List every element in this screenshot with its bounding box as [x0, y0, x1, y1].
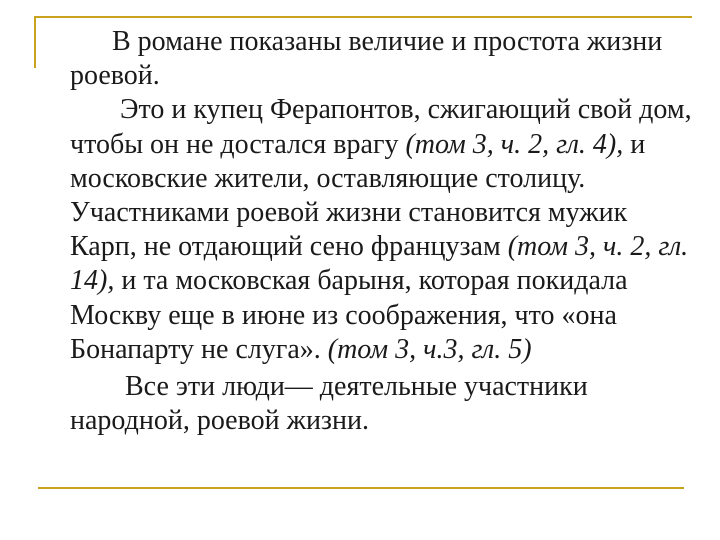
reference-karp: (том 3, ч. 2, гл. 14),: [70, 231, 689, 297]
paragraph-conclusion: Все эти люди— деятельные участники народной, роевой жизни.: [70, 371, 588, 437]
bottom-accent-rule: [38, 487, 684, 489]
left-accent-rule: [34, 16, 36, 68]
slide-body: [70, 25, 700, 438]
paragraph-examples-text-b: и московские жители, оставляющие столицу. Участниками роевой жизни становится мужик Карп, не отдающий сено французам: [70, 128, 646, 263]
reference-ferapontov: (том 3, ч. 2, гл. 4),: [405, 128, 624, 160]
reference-baryna: (том 3, ч.3, гл. 5): [327, 333, 532, 365]
paragraph-examples: [70, 93, 700, 367]
paragraph-examples-text-c: и та московская барыня, которая покидала Москву еще в июне из соображения, что «она Бонапарту не слуга».: [70, 265, 628, 365]
top-accent-rule: [34, 16, 692, 18]
paragraph-examples-text-a: Это и купец Ферапонтов, сжигающий свой дом, чтобы он не достался врагу: [70, 94, 692, 160]
paragraph-intro: В романе показаны величие и простота жизни роевой.: [70, 26, 663, 92]
